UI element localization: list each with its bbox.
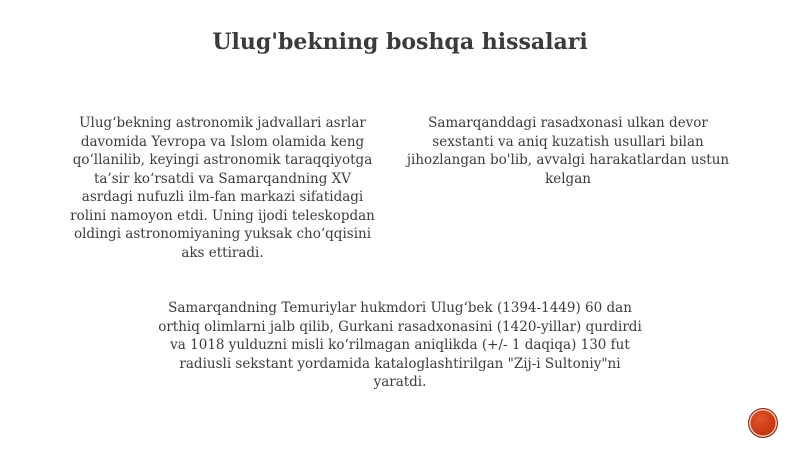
paragraph-bottom: Samarqandning Temuriylar hukmdori Ulug‘bek (1394-1449) 60 dan orthiq olimlarni jalb qilib, Gurkani rasadxonasini (1420-yillar) qurdirdi va 1018 yulduzni misli ko‘rilmagan aniqlikda (+/- 1 daqiqa) 130 fut radiusli sekstant yordamida kataloglashtirilgan "Zij-i Sultoniy"ni yaratdi. xyxy=(158,300,642,390)
next-slide-icon[interactable] xyxy=(748,408,778,438)
paragraph-left: Ulug‘bekning astronomik jadvallari asrlar davomida Yevropa va Islom olamida keng qo‘llanilib, keyingi astronomik taraqqiyotga ta’sir ko‘rsatdi va Samarqandning XV asrdagi nufuzli ilm-fan markazi sifatidagi rolini namoyon etdi. Uning ijodi teleskopdan oldingi astronomiyaning yuksak cho‘qqisini aks ettiradi. xyxy=(70,115,375,261)
slide-title: Ulug'bekning boshqa hissalari xyxy=(212,29,588,55)
paragraph-right: Samarqanddagi rasadxonasi ulkan devor sexstanti va aniq kuzatish usullari bilan jihozlangan bo'lib, avvalgi harakatlardan ustun kelgan xyxy=(406,115,730,187)
